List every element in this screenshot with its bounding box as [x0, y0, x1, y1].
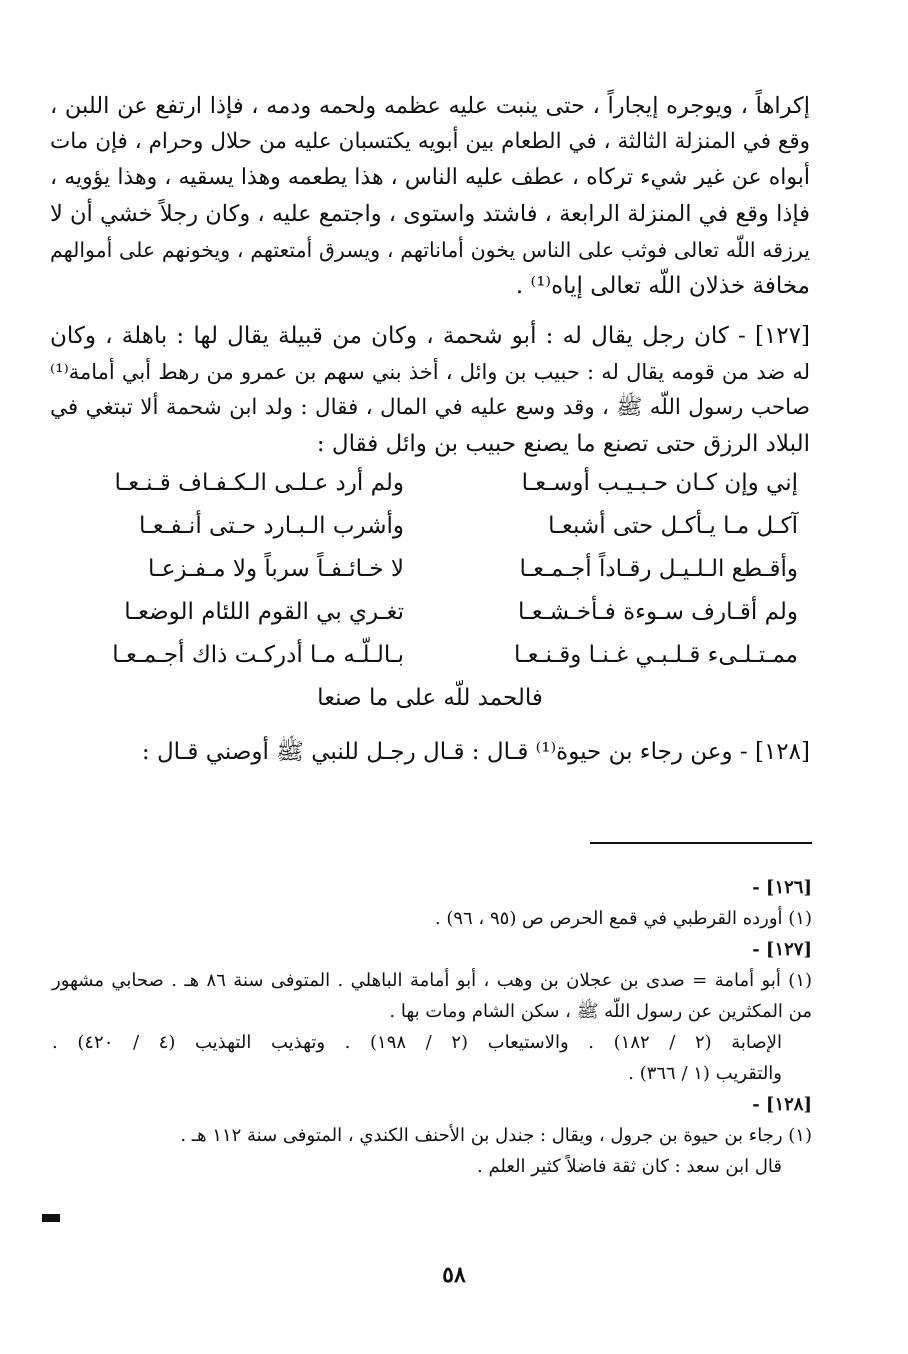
- text-line: صاحب رسول اللّه ﷺ ، وقد وسع عليه في المال ، فقال : ولد ابن شحمة ألا تبتغي في: [50, 395, 810, 420]
- paragraph-127: [50, 318, 810, 462]
- paragraph-gap: [50, 304, 810, 318]
- verse-second-hemistich: بـالـلّـه مـا أدركـت ذاك أجـمـعـا: [112, 642, 404, 668]
- text-line: أبواه عن غير شيء تركاه ، عطف عليه الناس ، هذا يطعمه وهذا يسقيه ، وهذا يؤويه ،: [50, 165, 810, 190]
- verse-second-hemistich: وأشرب الـبـارد حـتى أنـفـعـا: [138, 513, 404, 539]
- verse-first-hemistich: إني وإن كـان حـبـيـب أوسـعـا: [521, 470, 798, 496]
- page-number: ٥٨: [442, 1262, 466, 1288]
- poem: [50, 462, 810, 720]
- poem-verse: [50, 462, 810, 505]
- poem-closing-line: فالحمد للّه على ما صنعا: [317, 685, 543, 711]
- verse-second-hemistich: لا خـائـفـاً سرباً ولا مـفـزعـا: [147, 556, 404, 582]
- footnote-128-line-2: قال ابن سعد : كان ثقة فاضلاً كثير العلم .: [477, 1156, 782, 1177]
- footnote-tag-126: [١٢٦] -: [752, 877, 812, 898]
- main-text: [50, 88, 810, 770]
- verse-second-hemistich: تغـري بي القوم اللئام الوضعـا: [124, 599, 404, 625]
- text-line: مخافة خذلان اللّه تعالى إياه⁽¹⁾ .: [515, 273, 810, 299]
- poem-verse: [50, 634, 810, 677]
- footnote-126: (١) أورده القرطبي في قمع الحرص ص (٩٥ ، ٩٦) .: [434, 908, 812, 929]
- footnotes: [52, 872, 812, 1182]
- paragraph-126: [50, 88, 810, 304]
- footnote-127-line-3: الإصابة (٢ / ١٨٢) . والاستيعاب (٢ / ١٩٨) . وتهذيب التهذيب (٤ / ٤٢٠) .: [52, 1032, 782, 1053]
- footnote-127-line-2: من المكثرين عن رسول اللّه ﷺ ، سكن الشام ومات بها .: [389, 1001, 812, 1022]
- poem-verse: [50, 505, 810, 548]
- verse-first-hemistich: وأقـطع الـلـيـل رقـاداً أجـمـعـا: [519, 556, 798, 582]
- footnote-tag-127: [١٢٧] -: [752, 939, 812, 960]
- paragraph-gap: [50, 720, 810, 734]
- verse-first-hemistich: ممـتـلـىء قـلـبـي غـنـا وقـنـعـا: [513, 642, 798, 668]
- footnote-tag-128: [١٢٨] -: [752, 1094, 812, 1115]
- footnote-127-line-1: (١) أبو أمامة = صدى بن عجلان بن وهب ، أبو أمامة الباهلي . المتوفى سنة ٨٦ هـ . صحابي مشهور: [52, 970, 813, 991]
- footnote-127-line-4: والتقريب (١ / ٣٦٦) .: [628, 1063, 782, 1084]
- verse-first-hemistich: آكـل مـا يـأكـل حتى أشبعـا: [548, 513, 798, 539]
- text-line: [١٢٧] - كان رجل يقال له : أبو شحمة ، وكان من قبيلة يقال لها : باهلة ، وكان: [50, 323, 810, 349]
- poem-verse: [50, 591, 810, 634]
- scan-mark: [42, 1214, 60, 1222]
- text-line: البلاد الرزق حتى تصنع ما يصنع حبيب بن وائل فقال :: [316, 431, 810, 457]
- text-line: وقع في المنزلة الثالثة ، في الطعام بين أبويه يكتسبان عليه من حلال وحرام ، فإن مات: [50, 129, 810, 154]
- footnote-128-line-1: (١) رجاء بن حيوة بن جرول ، ويقال : جندل بن الأحنف الكندي ، المتوفى سنة ١١٢ هـ .: [180, 1125, 812, 1146]
- text-line: يرزقه اللّه تعالى فوثب على الناس يخون أماناتهم ، ويسرق أمتعتهم ، ويخونهم على أموالهم: [50, 238, 810, 262]
- text-line: إكراهاً ، ويوجره إيجاراً ، حتى ينبت عليه عظمه ولحمه ودمه ، فإذا ارتفع عن اللبن ،: [50, 93, 810, 119]
- text-line: فإذا وقع في المنزلة الرابعة ، فاشتد واستوى ، واجتمع عليه ، وكان رجلاً خشي أن لا: [50, 201, 810, 227]
- poem-verse: [50, 548, 810, 591]
- verse-second-hemistich: ولم أرد عـلـى الـكـفـاف قـنـعـا: [114, 470, 404, 496]
- verse-first-hemistich: ولم أقـارف سـوءة فـأخـشـعـا: [518, 599, 798, 625]
- footnote-separator: [590, 842, 812, 844]
- paragraph-128: [١٢٨] - وعن رجاء بن حيوة⁽¹⁾ قـال : قـال رجـل للنبي ﷺ أوصني قـال :: [141, 739, 810, 765]
- text-line: له ضد من قومه يقال له : حبيب بن وائل ، أخذ بني سهم بن عمرو من رهط أبي أمامة⁽¹⁾: [50, 360, 810, 384]
